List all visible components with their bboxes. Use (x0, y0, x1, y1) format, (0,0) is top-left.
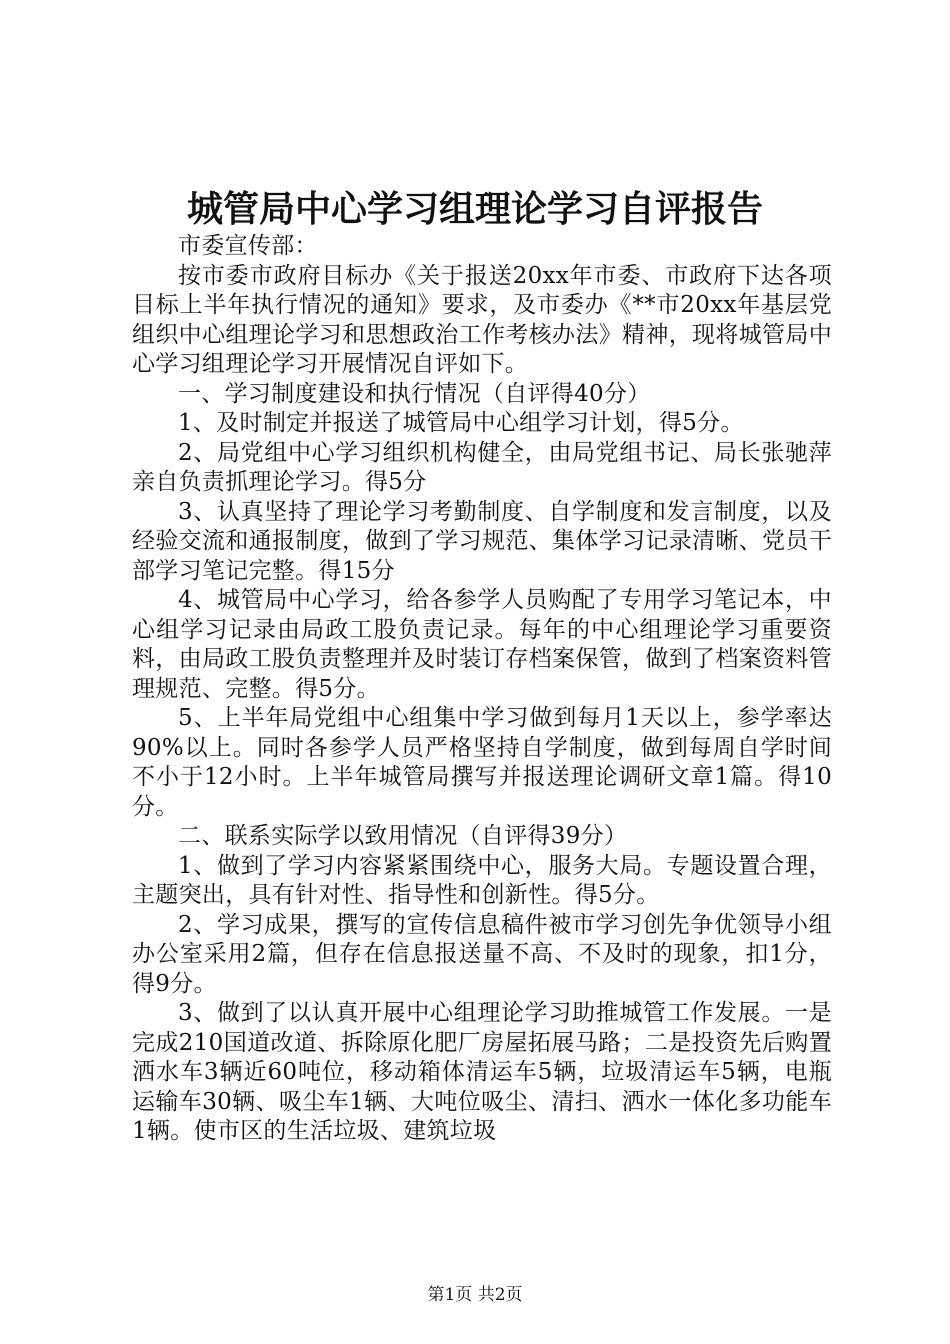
section-heading: 二、联系实际学以致用情况（自评得39分） (178, 823, 628, 849)
salutation: 市委宣传部： (178, 233, 318, 259)
paragraph: 2、学习成果，撰写的宣传信息稿件被市学习创先争优领导小组办公室采用2篇，但存在信息报送量不高、不及时的现象，扣1分，得9分。 (132, 911, 832, 997)
paragraph: 按市委市政府目标办《关于报送20xx年市委、市政府下达各项目标上半年执行情况的通知》要求，及市委办《**市20xx年基层党组织中心组理论学习和思想政治工作考核办法》精神，现将城管局中心学习组理论学习开展情况自评如下。 (132, 262, 832, 377)
paragraph: 3、认真坚持了理论学习考勤制度、自学制度和发言制度，以及经验交流和通报制度，做到了学习规范、集体学习记录清晰、党员干部学习笔记完整。得15分 (132, 498, 832, 584)
page-footer: 第1页 共2页 (427, 1285, 523, 1305)
section-heading: 一、学习制度建设和执行情况（自评得40分） (178, 380, 651, 407)
document-body (132, 232, 832, 1147)
paragraph: 3、做到了以认真开展中心组理论学习助推城管工作发展。一是完成210国道改道、拆除原化肥厂房屋拓展马路；二是投资先后购置洒水车3辆近60吨位，移动箱体清运车5辆，垃圾清运车5辆，电瓶运输车30辆、吸尘车1辆、大吨位吸尘、清扫、洒水一体化多功能车1辆。使市区的生活垃圾、建筑垃圾 (132, 1000, 832, 1144)
paragraph: 1、及时制定并报送了城管局中心组学习计划，得5分。 (178, 410, 744, 436)
paragraph: 2、局党组中心学习组织机构健全，由局党组书记、局长张驰萍亲自负责抓理论学习。得5分 (132, 439, 832, 495)
paragraph: 5、上半年局党组中心组集中学习做到每月1天以上，参学率达90%以上。同时各参学人员严格坚持自学制度，做到每周自学时间不小于12小时。上半年城管局撰写并报送理论调研文章1篇。得10分。 (132, 705, 832, 820)
page-title: 城管局中心学习组理论学习自评报告 (186, 188, 763, 230)
paragraph: 4、城管局中心学习，给各参学人员购配了专用学习笔记本，中心组学习记录由局政工股负责记录。每年的中心组理论学习重要资料，由局政工股负责整理并及时装订存档案保管，做到了档案资料管理规范、完整。得5分。 (132, 587, 832, 702)
paragraph: 1、做到了学习内容紧紧围绕中心，服务大局。专题设置合理，主题突出，具有针对性、指导性和创新性。得5分。 (132, 852, 832, 908)
